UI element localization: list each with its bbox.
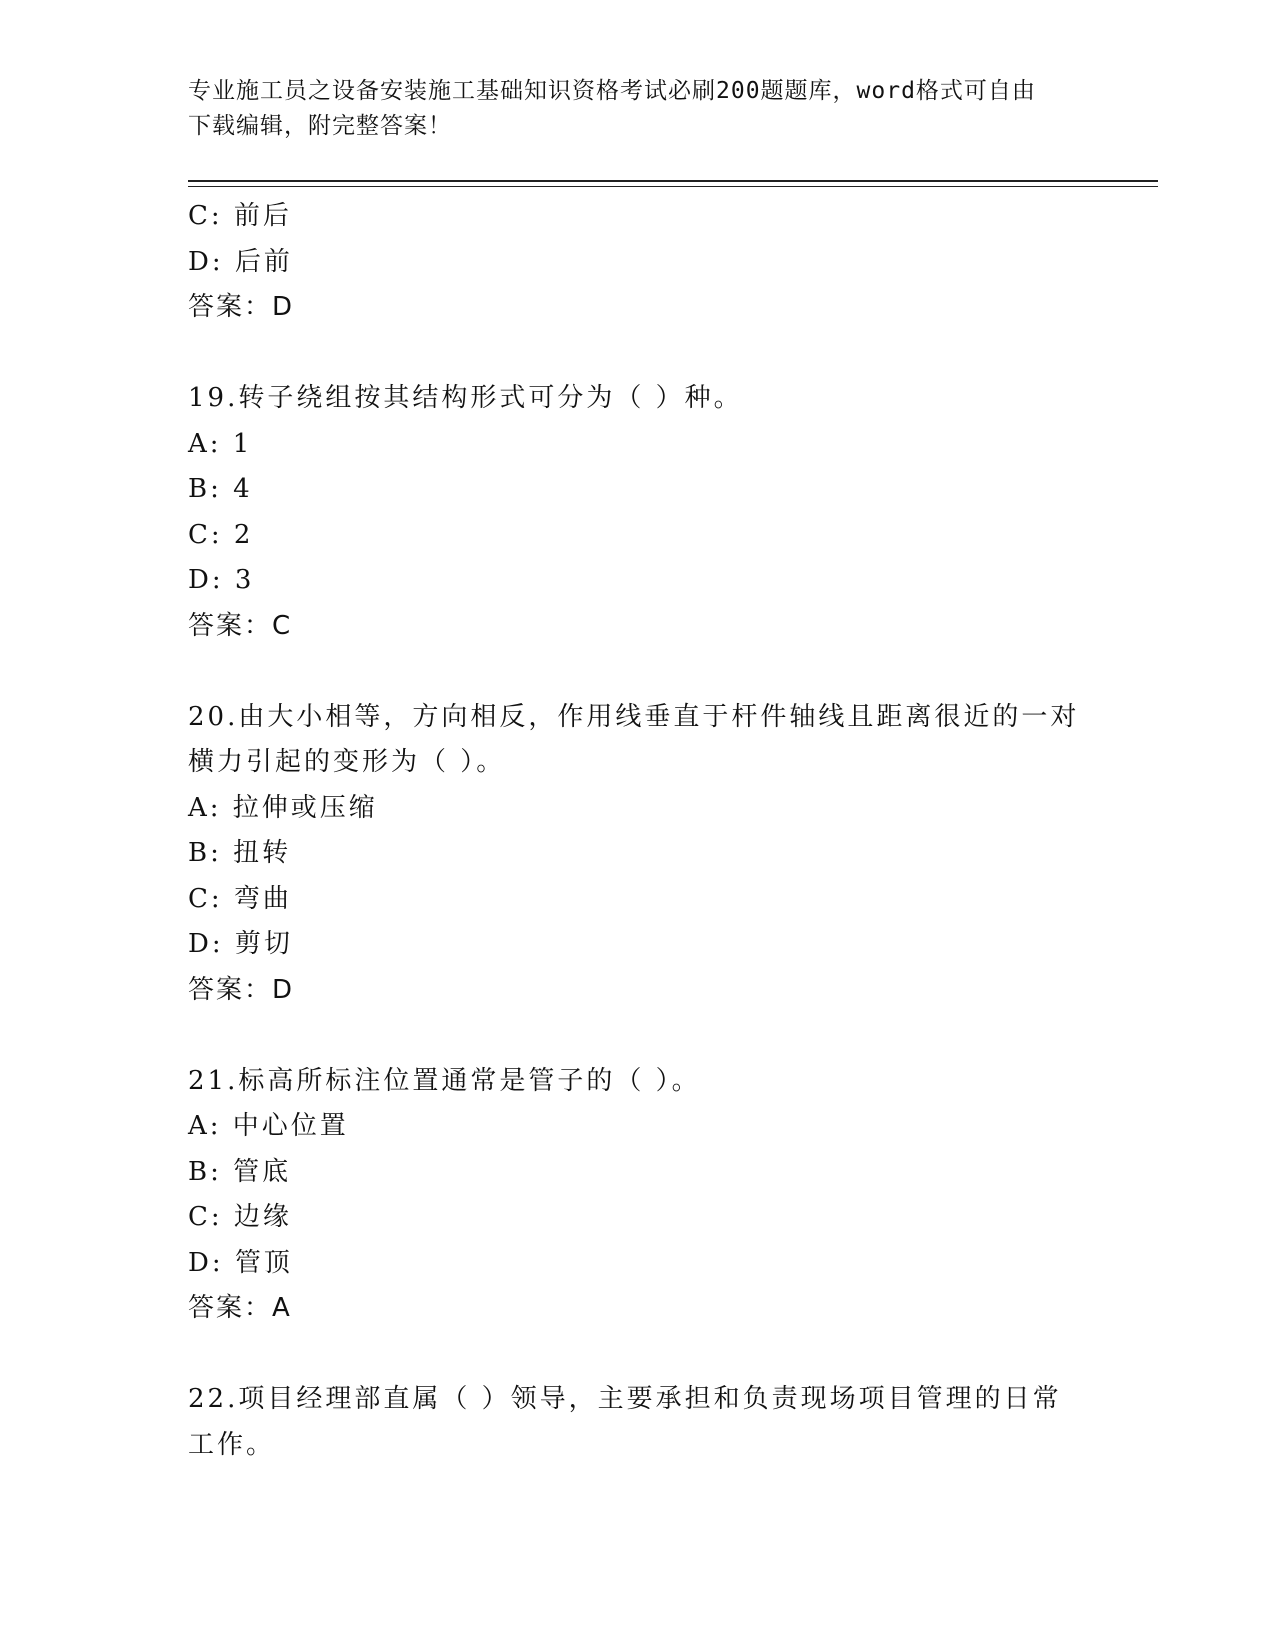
question-block-20 bbox=[188, 695, 1088, 1014]
header-divider-thin bbox=[188, 186, 1158, 187]
question-list bbox=[188, 194, 1088, 1468]
question-text: 21.标高所标注位置通常是管子的（ ）。 bbox=[188, 1065, 701, 1096]
question-text-cont: 工作。 bbox=[188, 1429, 276, 1460]
spacer bbox=[188, 1013, 1088, 1059]
answer-line: 答案：A bbox=[188, 1293, 292, 1323]
header-divider bbox=[188, 180, 1158, 182]
document-header bbox=[188, 74, 1068, 144]
header-title-line2: 下载编辑，附完整答案！ bbox=[188, 113, 452, 139]
option-d: D: 后前 bbox=[188, 246, 293, 277]
option-a: A: 中心位置 bbox=[188, 1111, 349, 1141]
option-d: D: 3 bbox=[188, 565, 255, 595]
option-b: B: 管底 bbox=[188, 1156, 292, 1187]
option-b: B: 扭转 bbox=[188, 838, 292, 868]
option-c: C: 边缘 bbox=[188, 1202, 292, 1232]
spacer bbox=[188, 649, 1088, 695]
answer-line: 答案：C bbox=[188, 610, 293, 641]
option-d: D: 管顶 bbox=[188, 1247, 293, 1278]
answer-line: 答案：D bbox=[188, 292, 295, 322]
header-title-line1: 专业施工员之设备安装施工基础知识资格考试必刷200题题库，word格式可自由 bbox=[188, 78, 1036, 104]
question-text: 20.由大小相等，方向相反，作用线垂直于杆件轴线且距离很近的一对 bbox=[188, 701, 1080, 732]
question-block-22 bbox=[188, 1377, 1088, 1468]
question-block-18 bbox=[188, 194, 1088, 331]
option-a: A: 1 bbox=[188, 428, 253, 459]
question-text: 22.项目经理部直属（ ）领导，主要承担和负责现场项目管理的日常 bbox=[188, 1384, 1062, 1414]
option-c: C: 前后 bbox=[188, 201, 292, 231]
option-c: C: 2 bbox=[188, 519, 254, 550]
option-c: C: 弯曲 bbox=[188, 883, 292, 914]
spacer bbox=[188, 331, 1088, 377]
question-text: 19.转子绕组按其结构形式可分为（ ）种。 bbox=[188, 383, 743, 413]
option-b: B: 4 bbox=[188, 474, 253, 504]
question-block-19 bbox=[188, 376, 1088, 649]
option-d: D: 剪切 bbox=[188, 929, 293, 959]
question-block-21 bbox=[188, 1059, 1088, 1332]
answer-line: 答案：D bbox=[188, 974, 295, 1005]
question-text-cont: 横力引起的变形为（ ）。 bbox=[188, 747, 506, 777]
spacer bbox=[188, 1332, 1088, 1378]
option-a: A: 拉伸或压缩 bbox=[188, 792, 378, 823]
